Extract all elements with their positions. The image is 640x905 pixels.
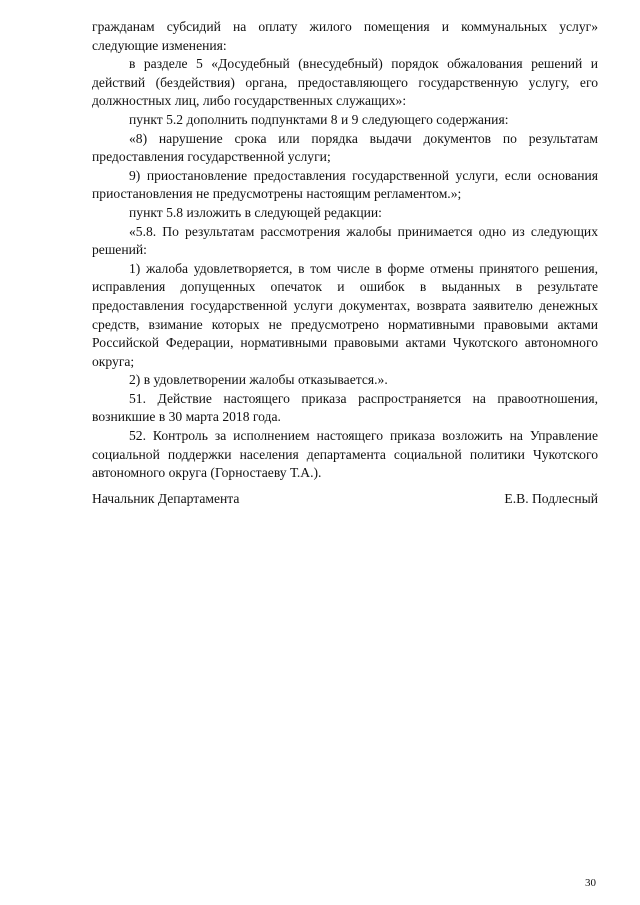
paragraph-decision-2: 2) в удовлетворении жалобы отказывается.». [129,372,388,388]
paragraph-clause-51: 51. Действие настоящего приказа распространяется на правоотношения, возникшие в 30 марта 2018 года. [92,390,598,425]
paragraph-subitem-8: «8) нарушение срока или порядка выдачи документов по результатам предоставления государственной услуги; [92,130,598,165]
document-body [92,18,598,483]
signatory-position: Начальник Департамента [92,491,240,506]
paragraph-item-5-8: пункт 5.8 изложить в следующей редакции: [129,204,382,220]
paragraph-intro-continuation: гражданам субсидий на оплату жилого помещения и коммунальных услуг» следующие изменения: [92,19,598,53]
paragraph-section-5: в разделе 5 «Досудебный (внесудебный) порядок обжалования решений и действий (бездействия) органа, предоставляющего государственную услугу, его должностных лиц, либо государственных служащих»: [92,56,598,109]
paragraph-item-5-8-text: «5.8. По результатам рассмотрения жалобы принимается одно из следующих решений: [92,223,598,258]
paragraph-item-5-2: пункт 5.2 дополнить подпунктами 8 и 9 следующего содержания: [129,111,509,127]
signatory-name: Е.В. Подлесный [504,491,598,506]
paragraph-decision-1: 1) жалоба удовлетворяется, в том числе в форме отмены принятого решения, исправления допущенных опечаток и ошибок в выданных в результате предоставления государственной услуги документах, возврата заявителю денежных средств, взимание которых не предусмотрено нормативными правовыми актами Российской Федерации, нормативными правовыми актами Чукотского автономного округа; [92,260,598,369]
paragraph-subitem-9: 9) приостановление предоставления государственной услуги, если основания приостановления не предусмотрены настоящим регламентом.»; [92,167,598,202]
paragraph-clause-52: 52. Контроль за исполнением настоящего приказа возложить на Управление социальной поддержки населения департамента социальной политики Чукотского автономного округа (Горностаеву Т.А.). [92,428,598,481]
page-number: 30 [585,877,596,889]
